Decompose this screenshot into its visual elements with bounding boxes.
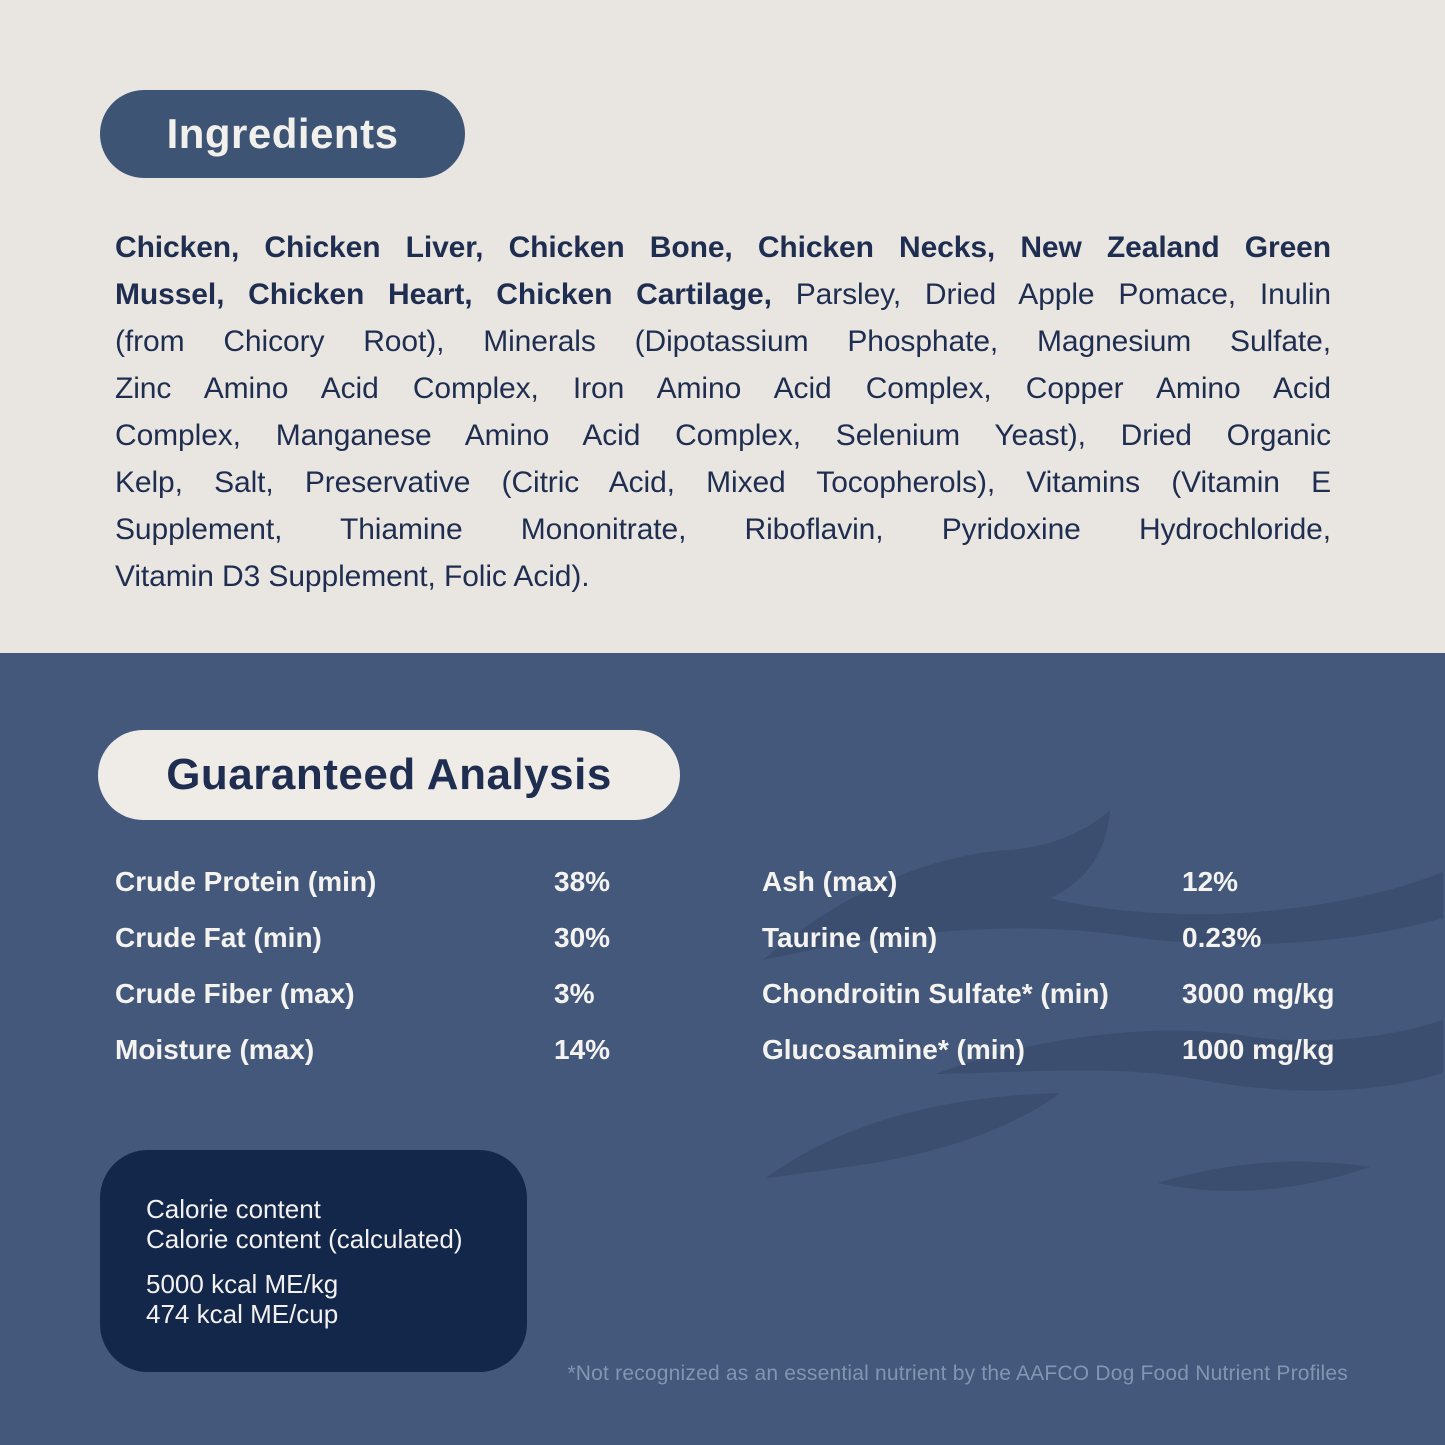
calorie-content-box bbox=[100, 1150, 527, 1372]
analysis-value: 38% bbox=[554, 866, 611, 897]
guaranteed-analysis-badge-label: Guaranteed Analysis bbox=[166, 750, 612, 799]
ingredients-line: (from Chicory Root), Minerals (Dipotassium Phosphate, Magnesium Sulfate, bbox=[115, 325, 1331, 358]
calorie-values bbox=[146, 1269, 515, 1329]
ingredients-line: Zinc Amino Acid Complex, Iron Amino Acid Complex, Copper Amino Acid bbox=[115, 372, 1331, 405]
ingredients-line: Mussel, Chicken Heart, Chicken Cartilage, Parsley, Dried Apple Pomace, Inulin bbox=[115, 278, 1332, 311]
analysis-row bbox=[762, 854, 1445, 910]
analysis-row bbox=[115, 966, 755, 1022]
analysis-row bbox=[762, 910, 1445, 966]
analysis-label: Glucosamine* (min) bbox=[762, 1034, 1025, 1065]
ingredients-paragraph bbox=[115, 224, 1331, 600]
analysis-label: Moisture (max) bbox=[115, 1034, 315, 1065]
analysis-value: 14% bbox=[554, 1034, 611, 1065]
calorie-value-kg: 5000 kcal ME/kg bbox=[146, 1269, 339, 1299]
calorie-headings bbox=[146, 1194, 515, 1254]
ingredients-badge-label: Ingredients bbox=[166, 110, 399, 157]
analysis-label: Crude Protein (min) bbox=[115, 866, 377, 897]
analysis-value: 3000 mg/kg bbox=[1182, 978, 1335, 1009]
analysis-value: 0.23% bbox=[1182, 922, 1262, 953]
analysis-label: Taurine (min) bbox=[762, 922, 938, 953]
aafco-footnote: *Not recognized as an essential nutrient by the AAFCO Dog Food Nutrient Profiles bbox=[567, 1362, 1348, 1385]
analysis-table-right-column bbox=[762, 854, 1445, 1078]
calorie-heading-1: Calorie content bbox=[146, 1194, 321, 1224]
analysis-value: 12% bbox=[1182, 866, 1239, 897]
calorie-heading-2: Calorie content (calculated) bbox=[146, 1224, 463, 1254]
analysis-value: 1000 mg/kg bbox=[1182, 1034, 1335, 1065]
analysis-table-left-column bbox=[115, 854, 755, 1078]
analysis-value: 3% bbox=[554, 978, 595, 1009]
ingredients-line: Vitamin D3 Supplement, Folic Acid). bbox=[115, 560, 590, 593]
analysis-row bbox=[115, 1022, 755, 1078]
analysis-value: 30% bbox=[554, 922, 611, 953]
analysis-label: Ash (max) bbox=[762, 866, 898, 897]
analysis-row bbox=[762, 966, 1445, 1022]
ingredients-line: Kelp, Salt, Preservative (Citric Acid, Mixed Tocopherols), Vitamins (Vitamin E bbox=[115, 466, 1331, 499]
analysis-row bbox=[115, 910, 755, 966]
analysis-label: Crude Fiber (max) bbox=[115, 978, 355, 1009]
ingredients-line: Chicken, Chicken Liver, Chicken Bone, Chicken Necks, New Zealand Green bbox=[115, 231, 1331, 264]
ingredients-line: Supplement, Thiamine Mononitrate, Riboflavin, Pyridoxine Hydrochloride, bbox=[115, 513, 1331, 546]
analysis-row bbox=[762, 1022, 1445, 1078]
analysis-label: Chondroitin Sulfate* (min) bbox=[762, 978, 1109, 1009]
analysis-row bbox=[115, 854, 755, 910]
analysis-label: Crude Fat (min) bbox=[115, 922, 322, 953]
ingredients-badge bbox=[100, 90, 465, 178]
calorie-value-cup: 474 kcal ME/cup bbox=[146, 1299, 339, 1329]
guaranteed-analysis-badge bbox=[98, 730, 680, 820]
ingredients-line: Complex, Manganese Amino Acid Complex, Selenium Yeast), Dried Organic bbox=[115, 419, 1331, 452]
